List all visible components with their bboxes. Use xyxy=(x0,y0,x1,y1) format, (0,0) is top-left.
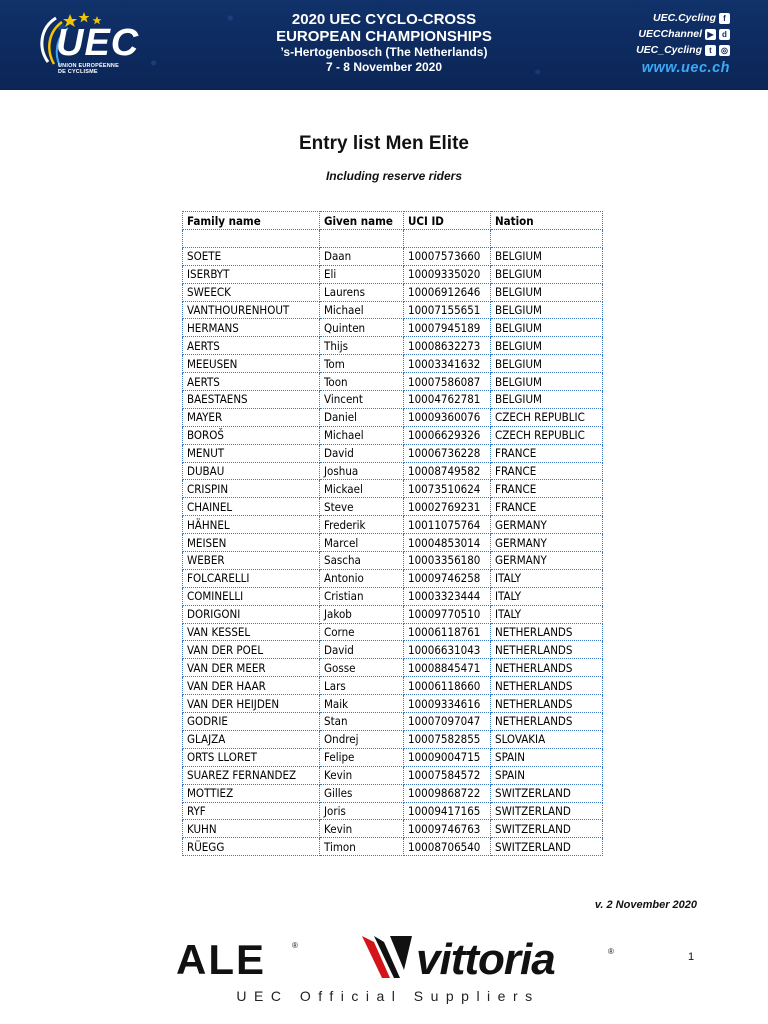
cell-given-name: Daniel xyxy=(320,408,404,426)
table-row xyxy=(183,355,603,373)
cell-nation: FRANCE xyxy=(491,444,603,462)
cell-uci-id xyxy=(404,230,491,248)
cell-uci-id: 10009334616 xyxy=(404,695,491,713)
cell-uci-id: 10008632273 xyxy=(404,337,491,355)
cell-nation: SPAIN xyxy=(491,748,603,766)
cell-nation: NETHERLANDS xyxy=(491,695,603,713)
cell-given-name: Corne xyxy=(320,623,404,641)
cell-nation: FRANCE xyxy=(491,498,603,516)
cell-given-name: Michael xyxy=(320,301,404,319)
event-dates: 7 - 8 November 2020 xyxy=(325,60,443,74)
cell-given-name: Vincent xyxy=(320,391,404,409)
cell-family-name: GLAJZA xyxy=(183,730,320,748)
social-link-youtube[interactable]: UECChannel ▶ d xyxy=(636,26,730,42)
cell-uci-id: 10007155651 xyxy=(404,301,491,319)
table-row xyxy=(183,569,603,587)
table-row xyxy=(183,444,603,462)
dailymotion-icon: d xyxy=(719,29,730,40)
cell-given-name: Felipe xyxy=(320,748,404,766)
cell-family-name: MEEUSEN xyxy=(183,355,320,373)
column-header-given-name: Given name xyxy=(320,212,404,230)
table-row xyxy=(183,534,603,552)
cell-family-name: VAN DER HEIJDEN xyxy=(183,695,320,713)
table-row xyxy=(183,426,603,444)
event-location: ’s-Hertogenbosch (The Netherlands) xyxy=(280,45,488,59)
ale-logo xyxy=(176,938,300,978)
cell-family-name: HÄHNEL xyxy=(183,516,320,534)
cell-uci-id: 10007586087 xyxy=(404,373,491,391)
entry-list-table xyxy=(182,211,603,856)
table-row xyxy=(183,247,603,265)
cell-family-name: WEBER xyxy=(183,552,320,570)
cell-family-name: SOETE xyxy=(183,247,320,265)
event-title-line1: 2020 UEC CYCLO-CROSS xyxy=(291,11,477,28)
cell-given-name: Cristian xyxy=(320,587,404,605)
cell-family-name: CRISPIN xyxy=(183,480,320,498)
cell-uci-id: 10009417165 xyxy=(404,802,491,820)
cell-nation: NETHERLANDS xyxy=(491,677,603,695)
website-link[interactable]: www.uec.ch xyxy=(641,60,730,76)
cell-nation: GERMANY xyxy=(491,534,603,552)
table-row xyxy=(183,462,603,480)
table-row xyxy=(183,516,603,534)
table-row xyxy=(183,748,603,766)
cell-nation xyxy=(491,230,603,248)
cell-nation: CZECH REPUBLIC xyxy=(491,426,603,444)
cell-nation: ITALY xyxy=(491,587,603,605)
cell-uci-id: 10009746258 xyxy=(404,569,491,587)
social-link-facebook[interactable]: UEC.Cycling f xyxy=(636,10,730,26)
cell-given-name: Joris xyxy=(320,802,404,820)
official-suppliers-text: UEC Official Suppliers xyxy=(236,988,540,1004)
cell-given-name: Gosse xyxy=(320,659,404,677)
table-header-row xyxy=(183,212,603,230)
cell-family-name: ISERBYT xyxy=(183,265,320,283)
table-row xyxy=(183,337,603,355)
cell-uci-id: 10009868722 xyxy=(404,784,491,802)
cell-family-name: VAN DER MEER xyxy=(183,659,320,677)
cell-uci-id: 10006118660 xyxy=(404,677,491,695)
cell-given-name: Timon xyxy=(320,838,404,856)
svg-text:®: ® xyxy=(292,941,298,950)
cell-given-name: Eli xyxy=(320,265,404,283)
cell-given-name: Frederik xyxy=(320,516,404,534)
table-row xyxy=(183,498,603,516)
cell-family-name: MAYER xyxy=(183,408,320,426)
cell-given-name: Stan xyxy=(320,713,404,731)
cell-given-name: Antonio xyxy=(320,569,404,587)
cell-family-name: BAESTAENS xyxy=(183,391,320,409)
table-row xyxy=(183,730,603,748)
cell-family-name: DUBAU xyxy=(183,462,320,480)
cell-family-name: CHAINEL xyxy=(183,498,320,516)
cell-given-name: Kevin xyxy=(320,820,404,838)
cell-given-name: Daan xyxy=(320,247,404,265)
table-row xyxy=(183,552,603,570)
svg-text:®: ® xyxy=(608,947,614,956)
cell-given-name: Tom xyxy=(320,355,404,373)
cell-uci-id: 10008749582 xyxy=(404,462,491,480)
version-date: v. 2 November 2020 xyxy=(594,899,697,911)
cell-family-name: ORTS LLORET xyxy=(183,748,320,766)
cell-uci-id: 10011075764 xyxy=(404,516,491,534)
cell-uci-id: 10004762781 xyxy=(404,391,491,409)
cell-given-name: Michael xyxy=(320,426,404,444)
cell-uci-id: 10006118761 xyxy=(404,623,491,641)
table-row xyxy=(183,408,603,426)
table-row xyxy=(183,695,603,713)
cell-nation: SWITZERLAND xyxy=(491,802,603,820)
cell-family-name: GODRIE xyxy=(183,713,320,731)
cell-family-name: HERMANS xyxy=(183,319,320,337)
cell-uci-id: 10009360076 xyxy=(404,408,491,426)
cell-given-name: Ondrej xyxy=(320,730,404,748)
cell-nation: GERMANY xyxy=(491,516,603,534)
cell-family-name: FOLCARELLI xyxy=(183,569,320,587)
logo-wordmark: UEC xyxy=(56,22,140,64)
cell-family-name: VANTHOURENHOUT xyxy=(183,301,320,319)
facebook-icon: f xyxy=(719,13,730,24)
column-header-uci-id: UCI ID xyxy=(404,212,491,230)
social-link-twitter[interactable]: UEC_Cycling t ◎ xyxy=(636,42,730,58)
cell-family-name: RÜEGG xyxy=(183,838,320,856)
column-header-family-name: Family name xyxy=(183,212,320,230)
cell-uci-id: 10006736228 xyxy=(404,444,491,462)
table-row xyxy=(183,373,603,391)
cell-nation: FRANCE xyxy=(491,462,603,480)
cell-nation: NETHERLANDS xyxy=(491,641,603,659)
cell-nation: BELGIUM xyxy=(491,373,603,391)
table-row xyxy=(183,838,603,856)
cell-given-name: David xyxy=(320,641,404,659)
table-body xyxy=(183,230,603,856)
cell-uci-id: 10009746763 xyxy=(404,820,491,838)
cell-nation: BELGIUM xyxy=(491,301,603,319)
cell-uci-id: 10009335020 xyxy=(404,265,491,283)
cell-nation: SPAIN xyxy=(491,766,603,784)
cell-nation: BELGIUM xyxy=(491,391,603,409)
table-row xyxy=(183,623,603,641)
cell-nation: BELGIUM xyxy=(491,283,603,301)
cell-uci-id: 10006629326 xyxy=(404,426,491,444)
cell-family-name: SUAREZ FERNANDEZ xyxy=(183,766,320,784)
cell-uci-id: 10007582855 xyxy=(404,730,491,748)
cell-nation: CZECH REPUBLIC xyxy=(491,408,603,426)
cell-nation: SLOVAKIA xyxy=(491,730,603,748)
document-title: Entry list Men Elite xyxy=(299,133,469,154)
cell-nation: ITALY xyxy=(491,605,603,623)
cell-nation: BELGIUM xyxy=(491,247,603,265)
column-header-nation: Nation xyxy=(491,212,603,230)
cell-given-name: Quinten xyxy=(320,319,404,337)
cell-given-name: Joshua xyxy=(320,462,404,480)
cell-family-name: VAN KESSEL xyxy=(183,623,320,641)
cell-nation: ITALY xyxy=(491,569,603,587)
cell-uci-id: 10003341632 xyxy=(404,355,491,373)
document-subtitle: Including reserve riders xyxy=(325,169,463,183)
cell-given-name: Marcel xyxy=(320,534,404,552)
cell-nation: SWITZERLAND xyxy=(491,820,603,838)
cell-given-name: Lars xyxy=(320,677,404,695)
event-title xyxy=(200,11,568,74)
cell-uci-id: 10009770510 xyxy=(404,605,491,623)
cell-given-name: Maik xyxy=(320,695,404,713)
table-row xyxy=(183,820,603,838)
cell-family-name xyxy=(183,230,320,248)
cell-given-name: David xyxy=(320,444,404,462)
table-row xyxy=(183,713,603,731)
table-row xyxy=(183,283,603,301)
cell-nation: GERMANY xyxy=(491,552,603,570)
cell-uci-id: 10007945189 xyxy=(404,319,491,337)
cell-given-name: Thijs xyxy=(320,337,404,355)
cell-given-name: Gilles xyxy=(320,784,404,802)
table-row xyxy=(183,784,603,802)
social-links xyxy=(636,10,730,76)
cell-nation: SWITZERLAND xyxy=(491,784,603,802)
vittoria-logo xyxy=(360,932,620,982)
cell-uci-id: 10004853014 xyxy=(404,534,491,552)
logo-subtext: UNION EUROPÉENNE DE CYCLISME xyxy=(58,63,119,75)
table-row xyxy=(183,677,603,695)
cell-nation: BELGIUM xyxy=(491,265,603,283)
table-row xyxy=(183,605,603,623)
cell-nation: FRANCE xyxy=(491,480,603,498)
cell-given-name: Jakob xyxy=(320,605,404,623)
cell-family-name: COMINELLI xyxy=(183,587,320,605)
cell-family-name: MENUT xyxy=(183,444,320,462)
cell-nation: BELGIUM xyxy=(491,355,603,373)
table-row xyxy=(183,802,603,820)
table-row xyxy=(183,659,603,677)
cell-family-name: MEISEN xyxy=(183,534,320,552)
cell-uci-id: 10007097047 xyxy=(404,713,491,731)
cell-family-name: MOTTIEZ xyxy=(183,784,320,802)
cell-family-name: RYF xyxy=(183,802,320,820)
svg-text:ALE: ALE xyxy=(176,938,266,978)
youtube-icon: ▶ xyxy=(705,29,716,40)
cell-given-name: Steve xyxy=(320,498,404,516)
table-row xyxy=(183,230,603,248)
cell-uci-id: 10002769231 xyxy=(404,498,491,516)
table-row xyxy=(183,641,603,659)
cell-nation: NETHERLANDS xyxy=(491,623,603,641)
twitter-icon: t xyxy=(705,45,716,56)
table-row xyxy=(183,766,603,784)
cell-uci-id: 10006631043 xyxy=(404,641,491,659)
cell-uci-id: 10006912646 xyxy=(404,283,491,301)
instagram-icon: ◎ xyxy=(719,45,730,56)
cell-uci-id: 10008706540 xyxy=(404,838,491,856)
table-row xyxy=(183,480,603,498)
cell-uci-id: 10008845471 xyxy=(404,659,491,677)
table-row xyxy=(183,391,603,409)
table-row xyxy=(183,319,603,337)
cell-uci-id: 10003356180 xyxy=(404,552,491,570)
table-row xyxy=(183,265,603,283)
cell-family-name: AERTS xyxy=(183,373,320,391)
cell-uci-id: 10009004715 xyxy=(404,748,491,766)
cell-given-name: Kevin xyxy=(320,766,404,784)
svg-text:vittoria: vittoria xyxy=(416,935,555,982)
cell-family-name: AERTS xyxy=(183,337,320,355)
cell-given-name: Toon xyxy=(320,373,404,391)
cell-family-name: KUHN xyxy=(183,820,320,838)
cell-family-name: SWEECK xyxy=(183,283,320,301)
cell-family-name: BOROŠ xyxy=(183,426,320,444)
cell-uci-id: 10003323444 xyxy=(404,587,491,605)
cell-nation: SWITZERLAND xyxy=(491,838,603,856)
page-number: 1 xyxy=(688,951,695,963)
cell-given-name: Laurens xyxy=(320,283,404,301)
table-row xyxy=(183,301,603,319)
cell-uci-id: 10007584572 xyxy=(404,766,491,784)
cell-family-name: VAN DER POEL xyxy=(183,641,320,659)
cell-given-name: Mickael xyxy=(320,480,404,498)
cell-uci-id: 10007573660 xyxy=(404,247,491,265)
cell-family-name: VAN DER HAAR xyxy=(183,677,320,695)
cell-uci-id: 10073510624 xyxy=(404,480,491,498)
cell-family-name: DORIGONI xyxy=(183,605,320,623)
event-title-line2: EUROPEAN CHAMPIONSHIPS xyxy=(276,28,492,45)
cell-given-name: Sascha xyxy=(320,552,404,570)
cell-given-name xyxy=(320,230,404,248)
cell-nation: BELGIUM xyxy=(491,319,603,337)
table-row xyxy=(183,587,603,605)
cell-nation: NETHERLANDS xyxy=(491,659,603,677)
cell-nation: BELGIUM xyxy=(491,337,603,355)
header-banner xyxy=(0,0,768,90)
cell-nation: NETHERLANDS xyxy=(491,713,603,731)
